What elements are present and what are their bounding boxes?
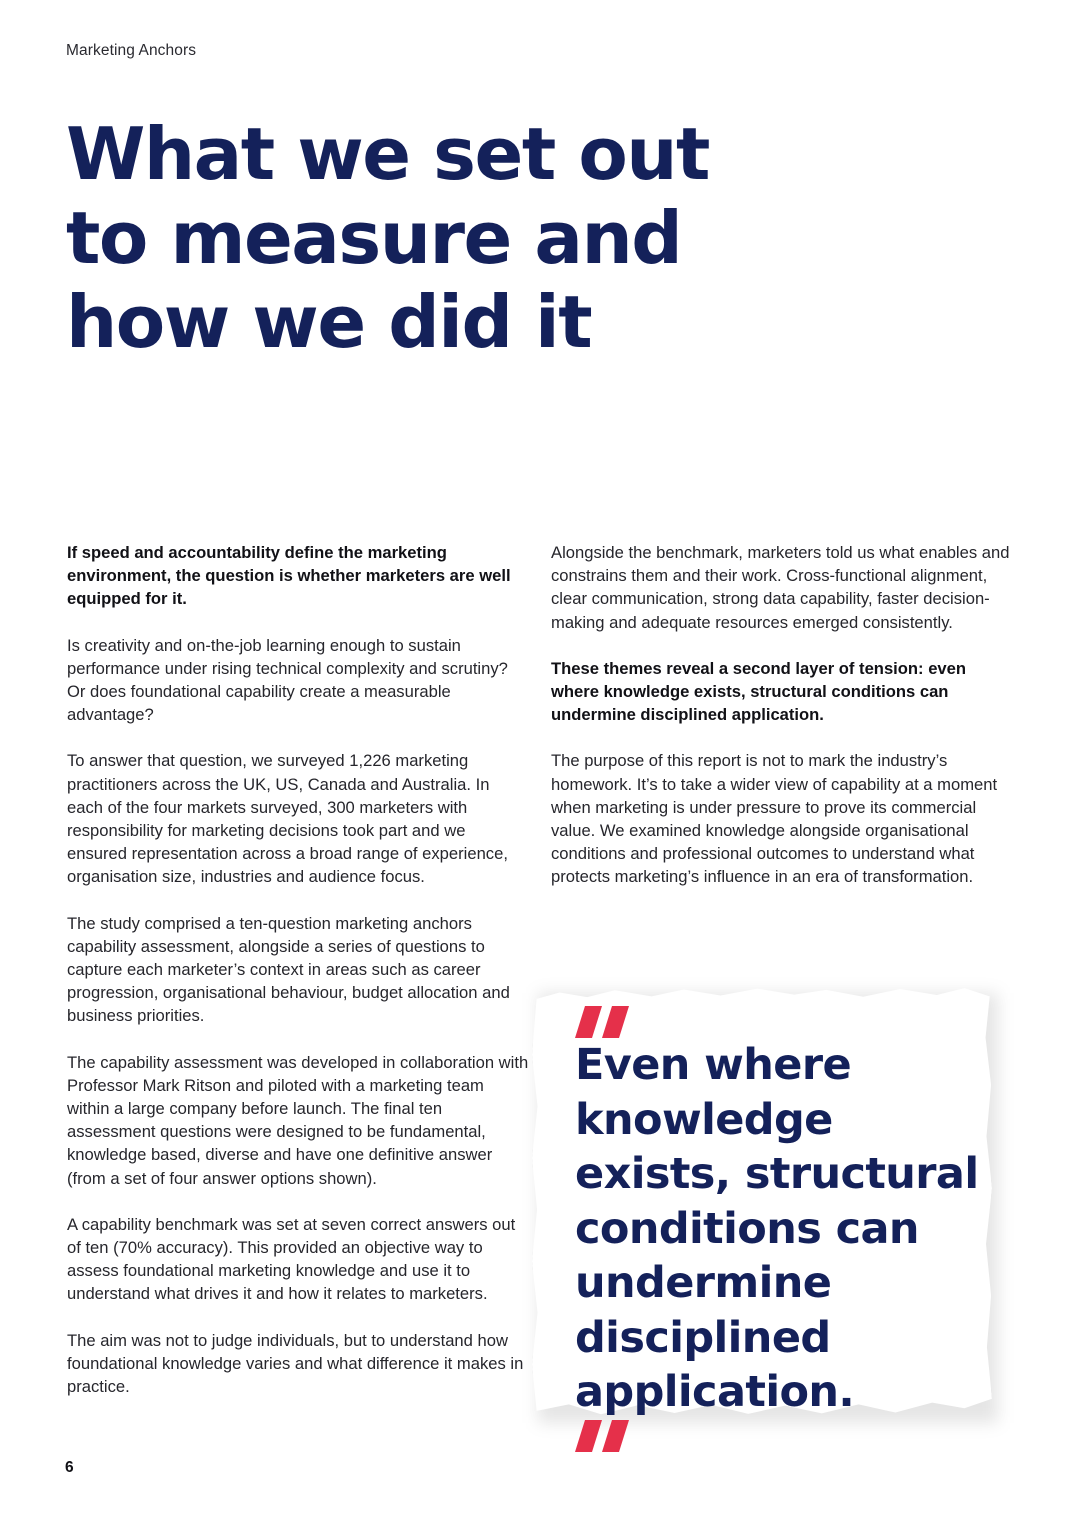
intro-lead-paragraph: If speed and accountability define the marketing environment, the question is whether marketers are well equipped for it. [67, 543, 511, 609]
pull-quote-line: undermine [575, 1258, 832, 1308]
pull-quote-line [575, 1365, 995, 1452]
pull-quote-line: exists, structural [575, 1149, 979, 1199]
close-quote-stroke-2 [602, 1420, 629, 1452]
body-paragraph: The purpose of this report is not to mark the industry’s homework. It’s to take a wider view of capability at a moment when marketing is under pressure to prove its commercial value. We examined knowledge alongside organisational conditions and professional outcomes to understand what protects marketing’s influence in an era of transformation. [551, 751, 998, 887]
open-quote-stroke-1 [575, 1006, 602, 1038]
title-line-1: What we set out [66, 112, 709, 196]
title-line-2: to measure and [66, 196, 682, 280]
pull-quote-line-text: application. [575, 1367, 855, 1417]
pull-quote-line: conditions can [575, 1203, 919, 1254]
pull-quote-line: knowledge [575, 1094, 833, 1145]
body-paragraph: The capability assessment was developed in collaboration with Professor Mark Ritson and piloted with a marketing team within a large company before launch. The final ten assessment questions were designed to be fundamental, knowledge based, diverse and have one definitive answer (from a set of four answer options shown). [67, 1052, 529, 1188]
body-paragraph: The study comprised a ten-question marketing anchors capability assessment, alongside a series of questions to capture each marketer’s context in areas such as career progression, organisational behaviour, budget allocation and business priorities. [67, 913, 510, 1026]
close-quote-stroke-1 [575, 1420, 602, 1452]
open-quote-icon [575, 1006, 995, 1038]
right-column [551, 541, 1011, 912]
left-column [67, 541, 529, 1421]
body-paragraph: Is creativity and on-the-job learning enough to sustain performance under rising technical complexity and scrutiny? Or does foundational capability create a measurable advantage? [67, 635, 508, 725]
open-quote-stroke-2 [602, 1006, 629, 1038]
body-paragraph: Alongside the benchmark, marketers told us what enables and constrains them and their work. Cross-functional alignment, clear communication, strong data capability, faster decision-making and adequate resources emerged consistently. [551, 543, 1010, 632]
pull-quote-line-text: Even where [575, 1040, 852, 1090]
close-quote-icon [575, 1420, 995, 1452]
page-number: 6 [65, 1459, 74, 1476]
title-line-3: how we did it [66, 280, 592, 364]
body-paragraph: A capability benchmark was set at seven correct answers out of ten (70% accuracy). This provided an objective way to assess foundational marketing knowledge and use it to understand what drives it and how it relates to marketers. [67, 1214, 516, 1304]
pull-quote [575, 1006, 995, 1452]
body-paragraph: To answer that question, we surveyed 1,226 marketing practitioners across the UK, US, Canada and Australia. In each of the four markets surveyed, 300 marketers with responsibility for marketing decisions took part and we ensured representation across a broad range of experience, organisation size, industries and audience focus. [67, 751, 508, 887]
body-paragraph: The aim was not to judge individuals, but to understand how foundational knowledge varies and what difference it makes in practice. [67, 1330, 524, 1397]
pull-quote-line [575, 1006, 995, 1093]
highlight-paragraph: These themes reveal a second layer of tension: even where knowledge exists, structural conditions can undermine disciplined application. [551, 658, 967, 725]
pull-quote-line: disciplined [575, 1312, 831, 1363]
page-title [66, 112, 766, 364]
running-header: Marketing Anchors [66, 42, 197, 59]
